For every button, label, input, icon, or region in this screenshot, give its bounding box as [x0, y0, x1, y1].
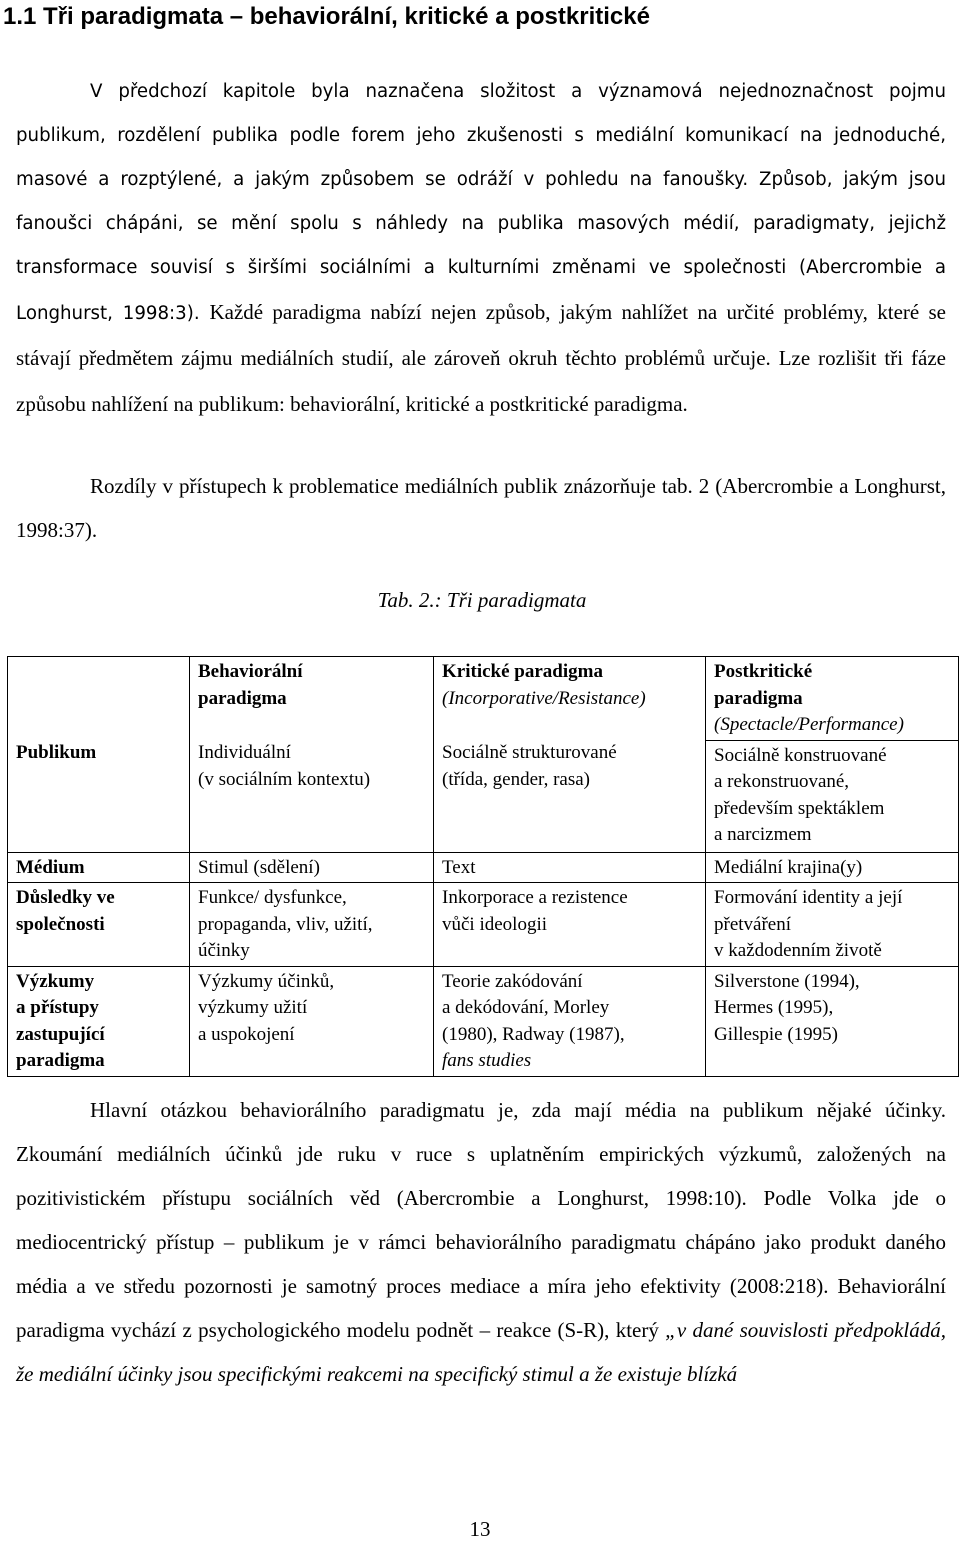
reference-paragraph: Rozdíly v přístupech k problematice mediálních publik znázorňuje tab. 2 (Abercrombie a Longhurst, 1998:37). — [16, 474, 946, 542]
cell-line: a dekódování, Morley — [442, 997, 610, 1018]
body-paragraph-text: Hlavní otázkou behaviorálního paradigmatu je, zda mají média na publikum nějaké účinky. Zkoumání mediálních účinků jde ruku v ruce s uplatněním empirických výzkumů, založených na pozitivistickém přístupu sociálních věd (Abercrombie a Longhurst, 1998:10). Podle Volka jde o mediocentrický přístup – publikum je v rámci behaviorálního paradigmatu chápáno jako produkt daného média a ve středu pozornosti je samotný proces mediace a míra jeho efektivity (2008:218). Behaviorální paradigma vychází z psychologického modelu podnět – reakce (S-R), který — [16, 1098, 946, 1342]
row-label-line: Médium — [16, 856, 85, 878]
table-cell — [706, 740, 959, 852]
cell-line: propaganda, vliv, užití, — [198, 913, 373, 935]
row-label-line: paradigma — [16, 1050, 105, 1071]
table-corner-cell — [8, 657, 190, 741]
table-cell — [190, 966, 434, 1076]
cell-line: a rekonstruované, — [714, 771, 850, 792]
cell-line: Funkce/ dysfunkce, — [198, 887, 347, 908]
intro-paragraph-part2: Každé paradigma nabízí nejen způsob, jakým nahlížet na určité problémy, které se stávají předmětem zájmu mediálních studií, ale zároveň okruh těchto problémů určuje. Lze rozlišit tři fáze způsobu nahlížení na publikum: behaviorální, kritické a postkritické paradigma. — [16, 300, 946, 416]
cell-line: Stimul (sdělení) — [198, 856, 320, 878]
header-postcritical-line3: (Spectacle/Performance) — [714, 714, 904, 735]
cell-line: Formování identity a její — [714, 887, 903, 908]
row-label-line: zastupující — [16, 1023, 105, 1045]
page-number: 13 — [469, 1517, 491, 1541]
header-critical-line2: (Incorporative/Resistance) — [442, 687, 646, 709]
table-row — [8, 883, 959, 967]
header-critical-line1: Kritické paradigma — [442, 661, 603, 682]
cell-line: Inkorporace a rezistence — [442, 887, 628, 908]
cell-line: Gillespie (1995) — [714, 1023, 839, 1045]
header-postcritical — [706, 657, 959, 741]
section-heading: 1.1 Tři paradigmata – behaviorální, kritické a postkritické — [3, 3, 650, 30]
body-paragraph-quote: „v dané souvislosti předpokládá, že mediální účinky jsou specifickými reakcemi na specifický stimul a že existuje blízká — [16, 1318, 946, 1386]
header-postcritical-line2: paradigma — [714, 687, 803, 709]
row-label-dusledky — [8, 883, 190, 967]
table-cell — [434, 852, 706, 883]
header-behavioral-line1: Behaviorální — [198, 661, 303, 682]
cell-line: Text — [442, 856, 476, 878]
body-paragraph — [16, 1088, 946, 1396]
header-behavioral-line2: paradigma — [198, 687, 287, 709]
paradigms-table — [7, 656, 959, 1077]
header-behavioral — [190, 657, 434, 741]
table-header-row — [8, 657, 959, 741]
cell-line: Výzkumy účinků, — [198, 970, 335, 992]
row-label-line: společnosti — [16, 913, 105, 935]
cell-line: Mediální krajina(y) — [714, 856, 863, 878]
cell-line: a uspokojení — [198, 1023, 295, 1045]
table-cell — [706, 883, 959, 967]
table-cell — [434, 883, 706, 967]
cell-line: účinky — [198, 940, 250, 961]
table-row — [8, 852, 959, 883]
table-cell — [706, 852, 959, 883]
row-label-line: Důsledky ve — [16, 887, 115, 908]
cell-line: v každodenním životě — [714, 940, 882, 961]
table-caption: Tab. 2.: Tři paradigmata — [377, 588, 587, 612]
cell-line: (třída, gender, rasa) — [442, 768, 590, 790]
table-cell — [706, 966, 959, 1076]
cell-line: (1980), Radway (1987), — [442, 1023, 625, 1045]
row-label-publikum — [8, 740, 190, 852]
cell-line: přetváření — [714, 913, 792, 935]
cell-line: a narcizmem — [714, 824, 812, 845]
table-cell — [190, 852, 434, 883]
table-cell — [190, 740, 434, 852]
cell-line: Sociálně strukturované — [442, 742, 617, 763]
table-cell — [190, 883, 434, 967]
cell-line-italic: fans studies — [442, 1050, 532, 1071]
table-row — [8, 740, 959, 852]
row-label-line: a přístupy — [16, 997, 99, 1018]
cell-line: vůči ideologii — [442, 913, 548, 935]
intro-paragraph-part1: V předchozí kapitole byla naznačena složitost a významová nejednoznačnost pojmu publikum, rozdělení publika podle forem jeho zkušenosti s mediální komunikací na jednoduché, masové a rozptýlené, a jakým způsobem se odráží v pohledu na fanoušky. Způsob, jakým jsou fanoušci chápáni, se mění spolu s náhledy na publika masových médií, paradigmaty, jejichž transformace souvisí s širšími sociálními a kulturními změnami ve společnosti (Abercrombie a Longhurst, 1998:3). — [16, 81, 946, 324]
header-postcritical-line1: Postkritické — [714, 661, 813, 682]
table-cell — [434, 740, 706, 852]
cell-line: především spektáklem — [714, 797, 885, 819]
cell-line: Hermes (1995), — [714, 997, 834, 1018]
cell-line: Sociálně konstruované — [714, 744, 887, 766]
row-label-medium — [8, 852, 190, 883]
table-cell — [434, 966, 706, 1076]
row-label-vyzkumy — [8, 966, 190, 1076]
cell-line: výzkumy užití — [198, 997, 308, 1018]
row-label-line: Výzkumy — [16, 970, 95, 992]
row-label-line: Publikum — [16, 742, 97, 763]
cell-line: Silverstone (1994), — [714, 970, 860, 992]
intro-paragraph — [16, 70, 946, 428]
header-critical — [434, 657, 706, 741]
table-row — [8, 966, 959, 1076]
cell-line: (v sociálním kontextu) — [198, 768, 371, 790]
cell-line: Teorie zakódování — [442, 970, 583, 992]
cell-line: Individuální — [198, 742, 291, 763]
